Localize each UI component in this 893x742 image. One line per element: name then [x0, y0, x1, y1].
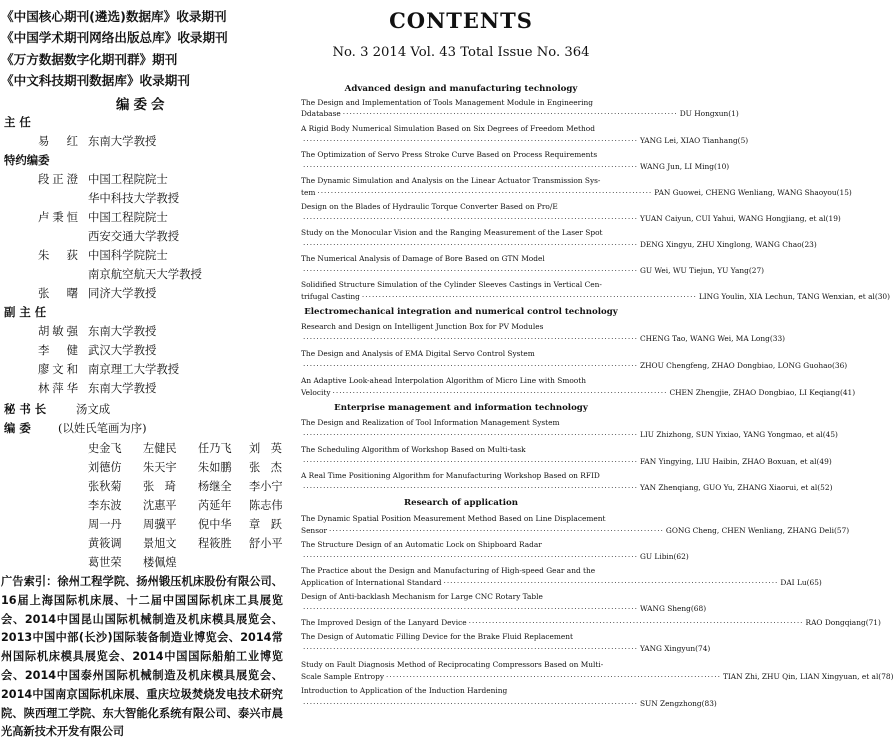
- article-title-cont: Velocity: [301, 388, 331, 397]
- article-byline: [301, 162, 730, 172]
- article-title-cont: Ddatabase: [301, 109, 341, 118]
- person-name: 段正澄: [38, 172, 78, 186]
- index-line: 《中文科技期刊数据库》收录期刊: [1, 73, 190, 88]
- person-title: 中国工程院院士: [88, 210, 168, 224]
- advertiser-index: [1, 573, 283, 742]
- editor-name: 陈志伟: [249, 499, 283, 512]
- article-authors: YUAN Caiyun, CUI Yahui, WANG Hongjiang, et al(19): [639, 214, 841, 223]
- article-authors: SUN Zengzhong(83): [639, 699, 717, 708]
- article-title: The Design of Automatic Filling Device for the Brake Fluid Replacement: [301, 632, 573, 641]
- article-authors: ZHOU Chengfeng, ZHAO Dongbiao, LONG Guohao(36): [639, 361, 848, 370]
- index-line: 《中国核心期刊(遴选)数据库》收录期刊: [1, 9, 227, 24]
- article-byline: [301, 388, 856, 398]
- masthead-column: [0, 0, 285, 739]
- article-authors: DENG Xingyu, ZHU Xinglong, WANG Chao(23): [639, 240, 817, 249]
- leader-dots: ····································································································: [303, 334, 638, 343]
- article-byline: [301, 604, 707, 614]
- article-title: The Structure Design of an Automatic Lock on Shipboard Radar: [301, 540, 542, 549]
- article-byline: [301, 292, 891, 302]
- editor-name: 黄筱调: [88, 537, 122, 550]
- article-byline: [301, 109, 739, 119]
- leader-dots: ····································································································: [317, 188, 653, 197]
- person-name: 朱 荻: [38, 248, 78, 262]
- leader-dots: ····································································································: [361, 292, 697, 301]
- article-title: A Rigid Body Numerical Simulation Based on Six Degrees of Freedom Method: [301, 124, 595, 133]
- leader-dots: ····································································································: [303, 214, 638, 223]
- person-title: 同济大学教授: [88, 286, 157, 300]
- article-title: The Scheduling Algorithm of Workshop Based on Multi-task: [301, 445, 526, 454]
- person-title: 华中科技大学教授: [88, 191, 180, 205]
- article-title: Study on the Monocular Vision and the Ranging Measurement of the Laser Spot: [301, 228, 603, 237]
- article-authors: WANG Sheng(68): [639, 604, 707, 613]
- leader-dots: ····································································································: [386, 672, 721, 681]
- article-title: Solidified Structure Simulation of the Cylinder Sleeves Castings in Vertical Cen-: [301, 280, 602, 289]
- article-authors: GU Wei, WU Tiejun, YU Yang(27): [639, 266, 765, 275]
- secretary-name: 汤文成: [76, 402, 111, 416]
- article-title: Introduction to Application of the Induction Hardening: [301, 686, 508, 695]
- section-heading: Enterprise management and information technology: [334, 403, 588, 413]
- editor-name: 芮延年: [198, 499, 232, 512]
- section-heading: Research of application: [403, 498, 519, 508]
- article-title: The Design and Realization of Tool Information Management System: [301, 418, 560, 427]
- section-heading: Advanced design and manufacturing technology: [344, 84, 578, 94]
- leader-dots: ····································································································: [303, 266, 638, 275]
- article-authors: RAO Dongqiang(71): [805, 618, 881, 627]
- article-title-cont: Sensor: [301, 526, 327, 535]
- article-byline: [301, 430, 838, 440]
- editor-name: 刘 英: [249, 442, 282, 455]
- editor-name: 程筱胜: [198, 537, 232, 550]
- person-name: 卢秉恒: [38, 210, 78, 224]
- leader-dots: ····································································································: [303, 644, 638, 653]
- article-byline: [301, 334, 786, 344]
- article-authors: DU Hongxun(1): [679, 109, 739, 118]
- leader-dots: ····································································································: [303, 361, 638, 370]
- article-byline: [301, 214, 841, 224]
- article-byline: [301, 361, 848, 371]
- article-byline: [301, 240, 817, 250]
- leader-dots: ····································································································: [303, 604, 638, 613]
- editor-name: 左健民: [143, 442, 177, 455]
- editor-name: 周骥平: [143, 518, 177, 531]
- person-title: 南京航空航天大学教授: [88, 267, 202, 281]
- article-authors: CHEN Zhengjie, ZHAO Dongbiao, LI Keqiang(41): [669, 388, 856, 397]
- editor-name: 李东波: [88, 499, 122, 512]
- article-byline: [301, 644, 711, 654]
- article-byline: [301, 266, 765, 276]
- leader-dots: ····································································································: [303, 136, 638, 145]
- article-authors: PAN Guowei, CHENG Wenliang, WANG Shaoyou(15): [654, 188, 852, 197]
- leader-dots: ····································································································: [303, 457, 638, 466]
- person-title: 中国科学院院士: [88, 248, 168, 262]
- contents-column: [298, 0, 893, 725]
- person-title: 东南大学教授: [88, 324, 157, 338]
- leader-dots: ····································································································: [303, 699, 638, 708]
- person-title: 东南大学教授: [88, 134, 157, 148]
- article-authors: GONG Cheng, CHEN Wenliang, ZHANG Deli(57): [665, 526, 850, 535]
- article-authors: YAN Zhenqiang, GUO Yu, ZHANG Xiaorui, et al(52): [639, 483, 833, 492]
- article-byline: [301, 136, 749, 146]
- role-chief-label: 主 任: [4, 115, 31, 129]
- article-byline: [301, 699, 717, 709]
- issue-info: No. 3 2014 Vol. 43 Total Issue No. 364: [332, 45, 590, 60]
- article-byline: [301, 457, 832, 467]
- editor-name: 李小宁: [249, 480, 283, 493]
- role-secretary-label: 秘 书 长: [4, 402, 47, 416]
- advertiser-index-label: 广告索引：: [1, 575, 58, 588]
- leader-dots: ····································································································: [468, 618, 804, 627]
- article-title-cont: tem: [301, 188, 316, 197]
- article-byline: [301, 526, 850, 536]
- role-deputy-label: 副 主 任: [4, 305, 47, 319]
- article-title: The Dynamic Simulation and Analysis on the Linear Actuator Transmission Sys-: [301, 176, 601, 185]
- person-title: 西安交通大学教授: [88, 229, 180, 243]
- person-title: 中国工程院院士: [88, 172, 168, 186]
- editor-name: 张 琦: [143, 480, 176, 493]
- article-authors: YANG Xingyun(74): [639, 644, 711, 653]
- article-title: An Adaptive Look-ahead Interpolation Algorithm of Micro Line with Smooth: [301, 376, 586, 385]
- article-authors: LIU Zhizhong, SUN Yixiao, YANG Yongmao, et al(45): [639, 430, 838, 439]
- editor-name: 杨继全: [198, 480, 232, 493]
- article-title-cont: Application of International Standard: [301, 578, 442, 587]
- article-authors: FAN Yingying, LIU Haibin, ZHAO Boxuan, et al(49): [639, 457, 832, 466]
- editor-name: 朱天宇: [143, 461, 177, 474]
- article-title: The Dynamic Spatial Position Measurement Method Based on Line Displacement: [301, 514, 606, 523]
- leader-dots: ····································································································: [303, 483, 638, 492]
- editor-name: 史金飞: [88, 442, 122, 455]
- article-title: The Optimization of Servo Press Stroke Curve Based on Process Requirements: [301, 150, 598, 159]
- index-line: 《万方数据数字化期刊群》期刊: [1, 52, 178, 67]
- leader-dots: ····································································································: [303, 162, 638, 171]
- person-title: 武汉大学教授: [88, 343, 157, 357]
- leader-dots: ····································································································: [328, 526, 664, 535]
- article-title: Design of Anti-backlash Mechanism for Large CNC Rotary Table: [301, 592, 543, 601]
- advertiser-index-text: 徐州工程学院、扬州锻压机床股份有限公司、16届上海国际机床展、十二届中国国际机床工具展览会、2014中国昆山国际机械制造及机床模具展览会、2013中国中部(长沙)国际装备制造业博览会、2014常州国际机床模具展览会、2014中国国际船舶工业博览会、2014中国泰州国际机械制造及机床模具展览会、2014中国南京国际机床展、重庆垃圾焚烧发电技术研究院、陕西理工学院、东大智能化系统有限公司、泰兴市晨光高新技术开发有限公司: [1, 575, 283, 739]
- editor-name: 朱如鹏: [198, 461, 232, 474]
- role-editors-label: 编 委: [4, 421, 31, 435]
- article-title: A Real Time Positioning Algorithm for Manufacturing Workshop Based on RFID: [301, 471, 600, 480]
- editor-name: 倪中华: [198, 518, 232, 531]
- article-authors: CHENG Tao, WANG Wei, MA Long(33): [639, 334, 786, 343]
- article-authors: WANG Jun, LI Ming(10): [639, 162, 730, 171]
- article-title: The Practice about the Design and Manufacturing of High-speed Gear and the: [301, 566, 596, 575]
- editor-name: 景旭文: [143, 537, 177, 550]
- leader-dots: ····································································································: [443, 578, 779, 587]
- editor-name: 张 杰: [249, 461, 282, 474]
- article-title-cont: trifugal Casting: [301, 292, 360, 301]
- article-authors: YANG Lei, XIAO Tianhang(5): [639, 136, 749, 145]
- editors-order-note: (以姓氏笔画为序): [58, 421, 147, 435]
- editor-name: 楼佩煌: [143, 556, 177, 569]
- index-line: 《中国学术期刊网络出版总库》收录期刊: [1, 30, 228, 45]
- contents-title: CONTENTS: [389, 8, 533, 33]
- article-byline: [301, 188, 852, 198]
- article-title: The Numerical Analysis of Damage of Bore Based on GTN Model: [301, 254, 545, 263]
- article-title: Design on the Blades of Hydraulic Torque Converter Based on Pro/E: [301, 202, 558, 211]
- editor-name: 周一丹: [88, 518, 122, 531]
- editor-name: 沈惠平: [143, 499, 177, 512]
- editorial-board-title: 编委会: [116, 97, 169, 113]
- article-byline: [301, 578, 822, 588]
- person-name: 廖文和: [38, 362, 78, 376]
- article-title: The Design and Implementation of Tools Management Module in Engineering: [301, 98, 593, 107]
- editor-name: 葛世荣: [88, 556, 122, 569]
- leader-dots: ····································································································: [303, 552, 638, 561]
- editor-name: 张秋菊: [88, 480, 122, 493]
- article-authors: LING Youlin, XIA Lechun, TANG Wenxian, et al(30): [698, 292, 891, 301]
- article-authors: GU Libin(62): [639, 552, 689, 561]
- person-name: 张 曙: [38, 286, 78, 300]
- editor-name: 刘德仿: [88, 461, 122, 474]
- leader-dots: ····································································································: [332, 388, 668, 397]
- editor-name: 章 跃: [249, 518, 282, 531]
- leader-dots: ····································································································: [342, 109, 678, 118]
- article-byline: [301, 483, 833, 493]
- article-byline: [301, 672, 893, 682]
- role-special-label: 特约编委: [4, 153, 50, 167]
- article-byline: [301, 552, 689, 562]
- article-authors: TIAN Zhi, ZHU Qin, LIAN Xingyuan, et al(78): [722, 672, 893, 681]
- article-title: Study on Fault Diagnosis Method of Reciprocating Compressors Based on Multi-: [301, 660, 604, 669]
- article-title: The Design and Analysis of EMA Digital Servo Control System: [301, 349, 535, 358]
- leader-dots: ····································································································: [303, 240, 638, 249]
- editor-name: 任乃飞: [198, 442, 232, 455]
- article-title-cont: The Improved Design of the Lanyard Device: [301, 618, 467, 627]
- editor-name: 舒小平: [249, 537, 283, 550]
- person-title: 南京理工大学教授: [88, 362, 180, 376]
- person-name: 林萍华: [38, 381, 78, 395]
- article-byline: [301, 618, 881, 628]
- leader-dots: ····································································································: [303, 430, 638, 439]
- article-title-cont: Scale Sample Entropy: [301, 672, 385, 681]
- section-heading: Electromechanical integration and numerical control technology: [304, 307, 618, 317]
- article-title: Research and Design on Intelligent Junction Box for PV Modules: [301, 322, 544, 331]
- person-name: 胡敏强: [38, 324, 78, 338]
- article-authors: DAI Lu(65): [780, 578, 822, 587]
- person-name: 李 健: [38, 343, 78, 357]
- person-name: 易 红: [38, 134, 78, 148]
- person-title: 东南大学教授: [88, 381, 157, 395]
